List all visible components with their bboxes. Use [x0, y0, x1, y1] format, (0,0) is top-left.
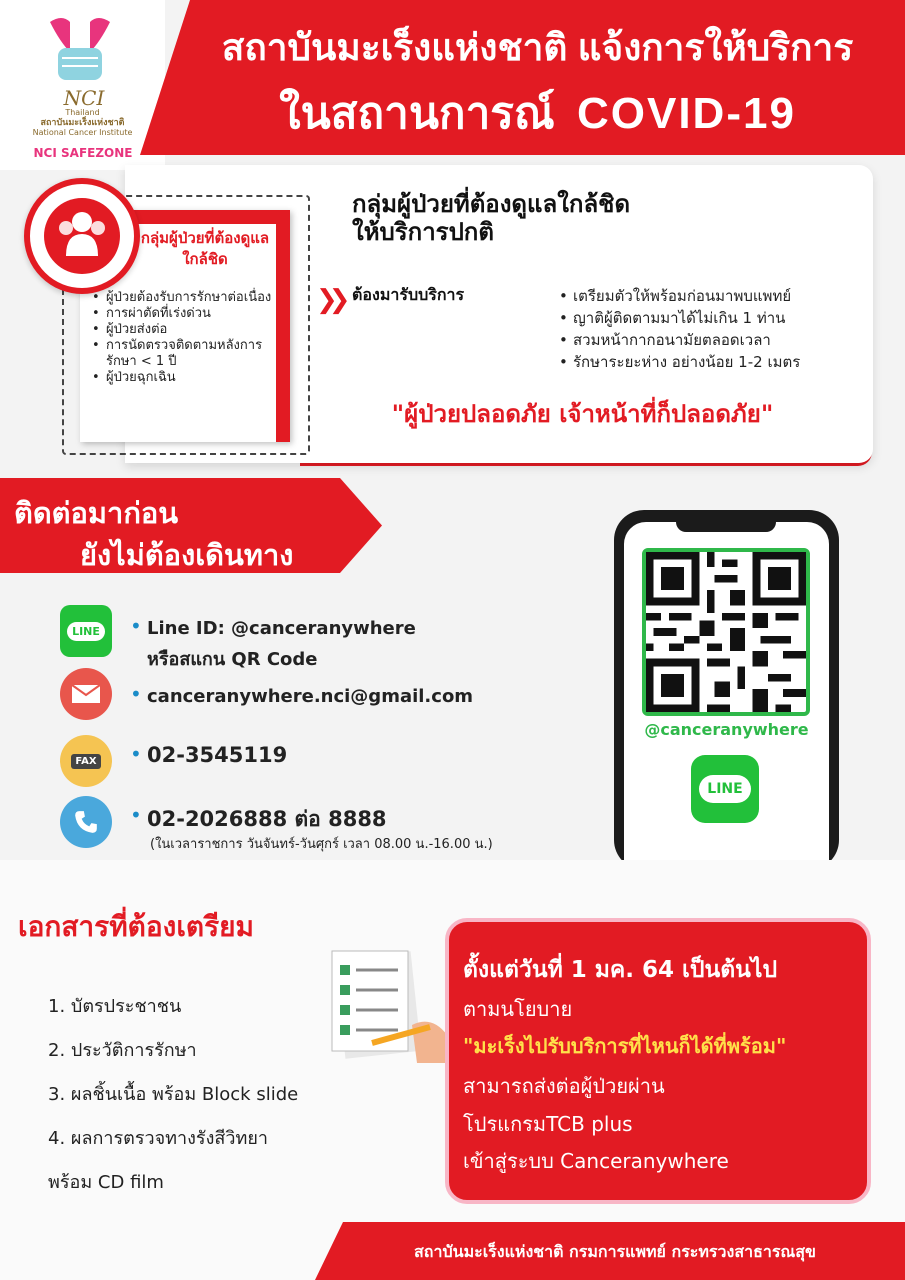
- header-line2-prefix: ในสถานการณ์: [279, 89, 555, 138]
- header-title-line2: [185, 78, 890, 148]
- phone-notch: [676, 516, 776, 532]
- people-icon: [44, 198, 120, 274]
- safety-slogan: "ผู้ป่วยปลอดภัย เจ้าหน้าที่ก็ปลอดภัย": [391, 400, 774, 428]
- service-list: [573, 285, 873, 373]
- policy-line: ตามนโยบาย: [463, 997, 573, 1021]
- bullet-icon: •: [130, 742, 142, 766]
- list-item: • การผ่าตัดที่เร่งด่วน: [104, 306, 284, 322]
- list-item: พร้อม CD film: [48, 1172, 164, 1193]
- fax-icon: [60, 735, 112, 787]
- list-item: • ญาติผู้ติดตามมาได้ไม่เกิน 1 ท่าน: [573, 307, 873, 329]
- policy-highlight: "มะเร็งไปรับบริการที่ไหนก็ได้ที่พร้อม": [463, 1034, 787, 1058]
- group-box-title: กลุ่มผู้ป่วยที่ต้องดูแลใกล้ชิด: [140, 229, 270, 268]
- bullet-icon: •: [130, 614, 142, 638]
- logo-mask-icon: [40, 12, 120, 90]
- list-item: • การนัดตรวจติดตามหลังการรักษา < 1 ปี: [104, 338, 284, 370]
- fax-number[interactable]: 02-3545119: [147, 743, 288, 767]
- list-item: • ผู้ป่วยต้องรับการรักษาต่อเนื่อง: [104, 290, 284, 306]
- covid-title: COVID-19: [576, 89, 796, 138]
- list-item: • ผู้ป่วยส่งต่อ: [104, 322, 284, 338]
- list-item: 3. ผลชิ้นเนื้อ พร้อม Block slide: [48, 1084, 299, 1105]
- line-logo-icon[interactable]: [691, 755, 759, 823]
- list-item: • ผู้ป่วยฉุกเฉิน: [104, 370, 284, 386]
- line-scan-text: หรือสแกน QR Code: [147, 649, 318, 670]
- policy-line: สามารถส่งต่อผู้ป่วยผ่าน: [463, 1074, 665, 1098]
- logo-thai-name: สถาบันมะเร็งแห่งชาติ: [40, 118, 125, 128]
- bullet-icon: •: [130, 803, 142, 827]
- logo-thailand: Thailand: [65, 108, 100, 117]
- mail-icon: [60, 668, 112, 720]
- logo-nci-text: NCI: [63, 86, 105, 110]
- checklist-document-icon: [312, 945, 452, 1065]
- list-item: • รักษาระยะห่าง อย่างน้อย 1-2 เมตร: [573, 351, 873, 373]
- logo-safezone: NCI SAFEZONE: [33, 146, 133, 160]
- list-item: 4. ผลการตรวจทางรังสีวิทยา: [48, 1128, 268, 1149]
- list-item: • เตรียมตัวให้พร้อมก่อนมาพบแพทย์: [573, 285, 873, 307]
- qr-handle: @canceranywhere: [644, 720, 809, 739]
- documents-title: เอกสารที่ต้องเตรียม: [18, 910, 254, 943]
- line-logo-label: LINE: [699, 775, 750, 803]
- logo-subtitle: [30, 108, 135, 138]
- list-item: 1. บัตรประชาชน: [48, 996, 182, 1017]
- qr-code[interactable]: [642, 548, 810, 716]
- group-heading: [352, 190, 832, 246]
- policy-line: โปรแกรมTCB plus: [463, 1112, 633, 1136]
- line-id[interactable]: Line ID: @canceranywhere: [147, 618, 416, 639]
- policy-date-heading: ตั้งแต่วันที่ 1 มค. 64 เป็นต้นไป: [463, 957, 778, 983]
- phone-number[interactable]: 02-2026888 ต่อ 8888: [147, 807, 387, 831]
- fax-icon-label: FAX: [71, 754, 100, 769]
- double-chevron-icon: ❯❯: [316, 285, 342, 315]
- list-item: • สวมหน้ากากอนามัยตลอดเวลา: [573, 329, 873, 351]
- list-item: 2. ประวัติการรักษา: [48, 1040, 197, 1061]
- header-title-line1: สถาบันมะเร็งแห่งชาติ แจ้งการให้บริการ: [221, 27, 854, 68]
- group-heading-line1: กลุ่มผู้ป่วยที่ต้องดูแลใกล้ชิด: [352, 190, 631, 218]
- line-app-icon: [60, 605, 112, 657]
- line-icon-label: LINE: [67, 622, 105, 641]
- documents-list: [48, 985, 298, 1205]
- logo-english-name: National Cancer Institute: [32, 128, 133, 137]
- group-heading-line2: ให้บริการปกติ: [352, 218, 494, 246]
- patient-group-icon: [24, 178, 140, 294]
- contact-banner-line1: ติดต่อมาก่อน: [14, 496, 179, 530]
- policy-line: เข้าสู่ระบบ Canceranywhere: [463, 1149, 729, 1173]
- group-box-list: [104, 290, 284, 386]
- bullet-icon: •: [130, 682, 142, 706]
- footer-text: สถาบันมะเร็งแห่งชาติ กรมการแพทย์ กระทรวงสาธารณสุข: [414, 1242, 816, 1261]
- phone-icon: [60, 796, 112, 848]
- service-label: ต้องมารับบริการ: [352, 285, 465, 304]
- contact-banner-line2: ยังไม่ต้องเดินทาง: [80, 538, 294, 572]
- phone-hours-note: (ในเวลาราชการ วันจันทร์-วันศุกร์ เวลา 08.00 น.-16.00 น.): [150, 837, 493, 852]
- logo-panel: [0, 0, 165, 170]
- email-link[interactable]: canceranywhere.nci@gmail.com: [147, 686, 474, 707]
